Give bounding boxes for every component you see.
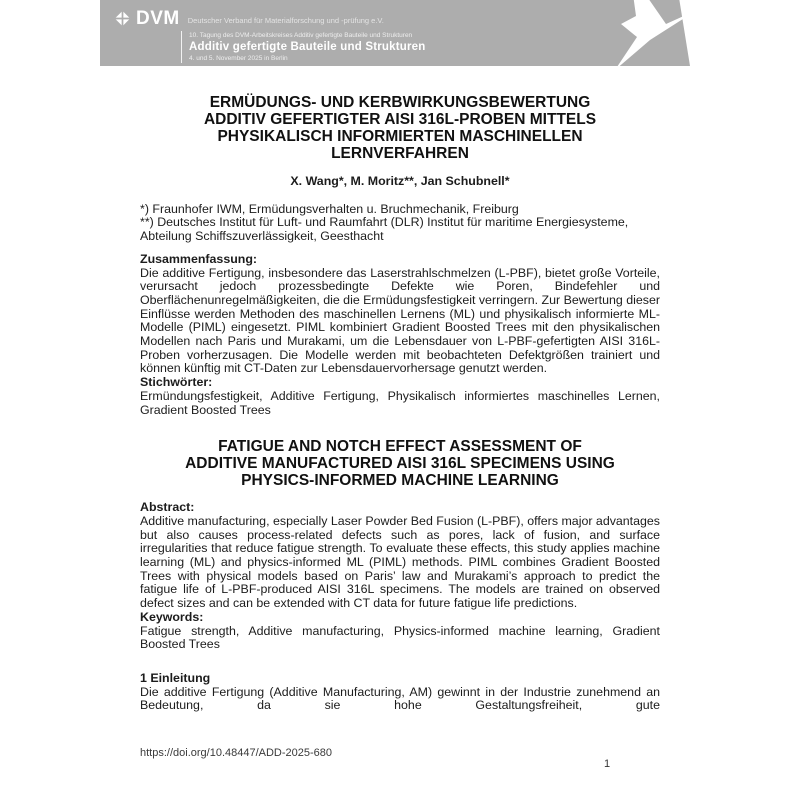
abstract-heading: Abstract:: [140, 500, 195, 515]
english-title-line: PHYSICS-INFORMED MACHINE LEARNING: [241, 472, 559, 490]
german-title: [140, 94, 660, 162]
german-title-line: ERMÜDUNGS- UND KERBWIRKUNGSBEWERTUNG: [209, 94, 591, 111]
section-1-heading: 1 Einleitung: [140, 670, 211, 685]
affiliation-2: **) Deutsches Institut für Luft- und Raumfahrt (DLR) Institut für maritime Energiesysteme, Abteilung Schiffszuverlässigkeit, Geesthacht: [140, 215, 629, 244]
german-title-line: PHYSIKALISCH INFORMIERTEN MASCHINELLEN: [217, 128, 583, 145]
dvm-diamond-icon: [114, 10, 131, 27]
english-title: [140, 438, 660, 489]
banner-conference-series: 10. Tagung des DVM-Arbeitskreises Additiv gefertigte Bauteile und Strukturen: [189, 32, 413, 39]
page-number: 1: [604, 758, 611, 770]
dvm-logo-text: DVM: [136, 7, 180, 29]
authors-line: X. Wang*, M. Moritz**, Jan Schubnell*: [290, 174, 510, 188]
zusammenfassung-heading: Zusammenfassung:: [140, 251, 258, 266]
german-title-line: ADDITIV GEFERTIGTER AISI 316L-PROBEN MITTELS: [203, 111, 597, 128]
keywords-heading: Keywords:: [140, 609, 204, 624]
banner-conference-title: Additiv gefertigte Bauteile und Strukturen: [189, 41, 426, 53]
german-title-line: LERNVERFAHREN: [331, 145, 469, 162]
abstract-text: Additive manufacturing, especially Laser Powder Bed Fusion (L-PBF), offers major advantages but also causes process-related defects such as pores, lack of fusion, and surface irregularities that reduce fatigue strength. To evaluate these effects, this study applies machine learning (ML) and physics-informed ML (PIML) methods. PIML combines Gradient Boosted Trees with physical models based on Paris’ law and Murakami’s approach to predict the fatigue life of L-PBF-produced AISI 316L specimens. The models are trained on observed defect sizes and can be extended with CT data for future fatigue life predictions.: [140, 513, 660, 611]
section-1-text: Die additive Fertigung (Additive Manufacturing, AM) gewinnt in der Industrie zunehmend an Bedeutung, da sie hohe Gestaltungsfreiheit, gute: [140, 684, 660, 713]
affiliation-1: *) Fraunhofer IWM, Ermüdungsverhalten u. Bruchmechanik, Freiburg: [140, 201, 519, 216]
doi-link[interactable]: https://doi.org/10.48447/ADD-2025-680: [140, 747, 333, 759]
stichwoerter-heading: Stichwörter:: [140, 375, 213, 390]
banner-conference-date: 4. und 5. November 2025 in Berlin: [189, 55, 288, 62]
dvm-logo-subtitle: Deutscher Verband für Materialforschung und -prüfung e.V.: [187, 15, 384, 25]
affiliations: [140, 203, 660, 244]
article-content: [140, 0, 660, 713]
stichwoerter-text: Ermündungsfestigkeit, Additive Fertigung, Physikalisch informiertes maschinelles Lernen, Gradient Boosted Trees: [140, 388, 660, 417]
english-title-line: ADDITIVE MANUFACTURED AISI 316L SPECIMENS USING: [185, 455, 615, 473]
keywords-text: Fatigue strength, Additive manufacturing, Physics-informed machine learning, Gradient Boosted Trees: [140, 623, 660, 652]
zusammenfassung-text: Die additive Fertigung, insbesondere das Laserstrahlschmelzen (L-PBF), bietet große Vorteile, verursacht jedoch prozessbedingte Defekte wie Poren, Bindefehler und Oberflächenunregelmäßigkeiten, die die Ermüdungsfestigkeit verringern. Zur Bewertung dieser Einflüsse werden Methoden des maschinellen Lernens (ML) und physikalisch informierte ML-Modelle (PIML) eingesetzt. PIML kombiniert Gradient Boosted Trees mit den physikalischen Modellen nach Paris und Murakami, um die Lebensdauer von L-PBF-gefertigten AISI 316L-Proben vorherzusagen. Die Modelle werden mit beobachteten Defektgrößen trainiert und können künftig mit CT-Daten zur Lebensdauervorhersage genutzt werden.: [140, 265, 660, 376]
english-title-line: FATIGUE AND NOTCH EFFECT ASSESSMENT OF: [218, 438, 582, 456]
